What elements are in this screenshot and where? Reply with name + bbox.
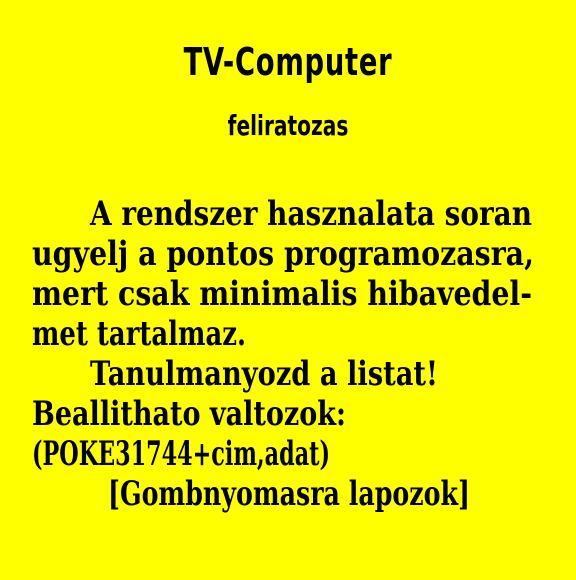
text-line-3: mert csak minimalis hibavedel- <box>32 274 532 314</box>
text-line-5: Tanulmanyozd a listat! <box>90 354 438 394</box>
text-line-8: [Gombnyomasra lapozok] <box>108 474 470 514</box>
text-line-6: Beallithato valtozok: <box>32 394 346 434</box>
page-subtitle: feliratozas <box>227 109 349 142</box>
text-line-7: (POKE31744+cim,adat) <box>32 434 330 474</box>
text-line-2: ugyelj a pontos programozasra, <box>32 234 534 274</box>
text-line-1: A rendszer hasznalata soran <box>90 194 532 234</box>
text-line-4: met tartalmaz. <box>32 314 246 354</box>
page-title: TV-Computer <box>183 40 393 84</box>
